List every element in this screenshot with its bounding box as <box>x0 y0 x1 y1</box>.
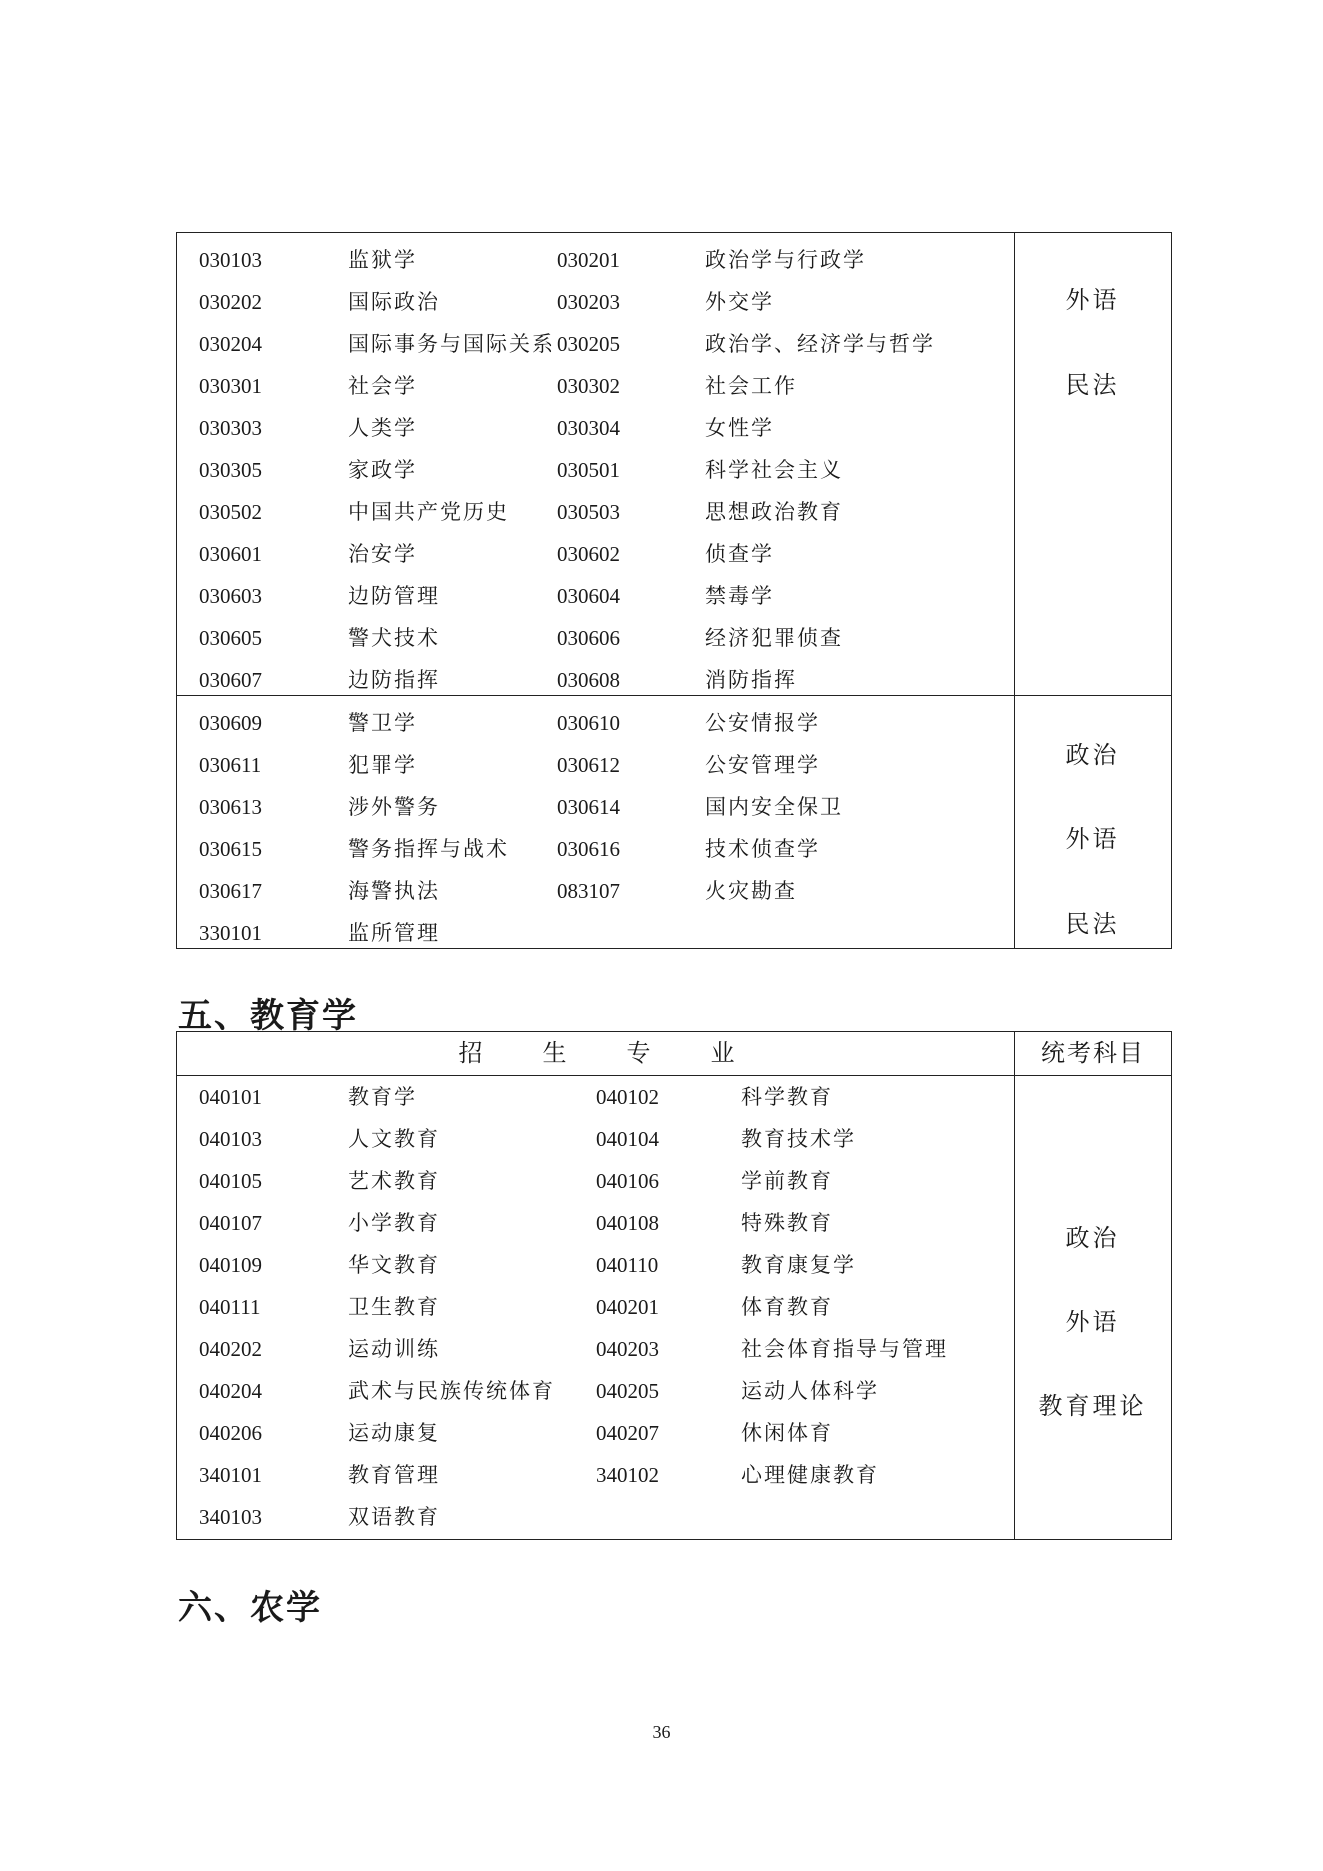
major-code: 040207 <box>596 1421 659 1445</box>
major-code: 040203 <box>596 1337 659 1361</box>
table-row <box>177 239 1016 281</box>
table-row <box>177 1286 1016 1328</box>
major-code: 040102 <box>596 1085 659 1109</box>
subject-label: 民法 <box>1065 910 1120 938</box>
major-code: 040110 <box>596 1253 659 1277</box>
subject-label: 外语 <box>1065 825 1120 853</box>
subject-label: 民法 <box>1065 371 1120 399</box>
major-code: 040205 <box>596 1379 659 1403</box>
major-name: 外交学 <box>705 290 774 314</box>
table-row <box>177 575 1016 617</box>
major-code: 040106 <box>596 1169 659 1193</box>
major-name: 公安管理学 <box>705 753 820 777</box>
major-name: 监所管理 <box>348 921 440 945</box>
page-number: 36 <box>652 1722 671 1742</box>
major-code: 340103 <box>199 1505 262 1529</box>
table-row <box>177 1244 1016 1286</box>
major-name: 边防指挥 <box>348 668 440 692</box>
major-name: 经济犯罪侦查 <box>705 626 843 650</box>
table-row <box>177 786 1016 828</box>
table-row <box>177 659 1016 701</box>
major-name: 火灾勘查 <box>705 879 797 903</box>
major-name: 教育康复学 <box>741 1253 856 1277</box>
major-code: 030304 <box>557 416 620 440</box>
major-code: 040104 <box>596 1127 659 1151</box>
major-code: 030615 <box>199 837 262 861</box>
major-name: 禁毒学 <box>705 584 774 608</box>
major-name: 运动康复 <box>348 1421 440 1445</box>
major-code: 083107 <box>557 879 620 903</box>
table-row <box>177 912 1016 954</box>
major-code: 030612 <box>557 753 620 777</box>
education-majors-table <box>176 1031 1172 1540</box>
major-name: 人文教育 <box>348 1127 440 1151</box>
subject-label: 政治 <box>1065 741 1120 769</box>
major-code: 040201 <box>596 1295 659 1319</box>
major-name: 技术侦查学 <box>705 837 820 861</box>
table-row <box>177 365 1016 407</box>
major-name: 艺术教育 <box>348 1169 440 1193</box>
major-code: 030617 <box>199 879 262 903</box>
table-row <box>177 1328 1016 1370</box>
table-row <box>177 407 1016 449</box>
major-name: 运动训练 <box>348 1337 440 1361</box>
table-row <box>177 323 1016 365</box>
major-code: 340101 <box>199 1463 262 1487</box>
header-char: 业 <box>710 1039 735 1067</box>
major-code: 030303 <box>199 416 262 440</box>
major-code: 340102 <box>596 1463 659 1487</box>
table-row <box>177 281 1016 323</box>
education-subjects <box>1014 1076 1171 1539</box>
major-code: 040108 <box>596 1211 659 1235</box>
major-name: 监狱学 <box>348 248 417 272</box>
block-2-subjects <box>1014 696 1171 948</box>
major-code: 030608 <box>557 668 620 692</box>
table-row <box>177 1202 1016 1244</box>
major-code: 030201 <box>557 248 620 272</box>
major-name: 教育管理 <box>348 1463 440 1487</box>
block-1-subjects <box>1014 233 1171 695</box>
major-name: 小学教育 <box>348 1211 440 1235</box>
section-title-education: 五、教育学 <box>178 996 358 1036</box>
major-name: 特殊教育 <box>741 1211 833 1235</box>
major-name: 涉外警务 <box>348 795 440 819</box>
major-code: 030614 <box>557 795 620 819</box>
major-name: 国内安全保卫 <box>705 795 843 819</box>
major-name: 中国共产党历史 <box>348 500 509 524</box>
major-code: 040204 <box>199 1379 262 1403</box>
major-name: 心理健康教育 <box>741 1463 879 1487</box>
subject-label: 外语 <box>1065 1308 1120 1336</box>
table-row <box>177 702 1016 744</box>
major-code: 030609 <box>199 711 262 735</box>
major-name: 武术与民族传统体育 <box>348 1379 555 1403</box>
major-name: 警务指挥与战术 <box>348 837 509 861</box>
subject-label: 政治 <box>1065 1224 1120 1252</box>
table-row <box>177 744 1016 786</box>
major-code: 030613 <box>199 795 262 819</box>
table-row <box>177 1076 1016 1118</box>
major-name: 国际事务与国际关系 <box>348 332 555 356</box>
major-code: 040107 <box>199 1211 262 1235</box>
table-row <box>177 1454 1016 1496</box>
table-block-education <box>177 1076 1171 1539</box>
header-char: 招 <box>458 1039 483 1067</box>
major-code: 030203 <box>557 290 620 314</box>
major-code: 030602 <box>557 542 620 566</box>
major-name: 学前教育 <box>741 1169 833 1193</box>
major-code: 040206 <box>199 1421 262 1445</box>
major-name: 公安情报学 <box>705 711 820 735</box>
major-name: 治安学 <box>348 542 417 566</box>
major-name: 女性学 <box>705 416 774 440</box>
major-name: 家政学 <box>348 458 417 482</box>
major-code: 030601 <box>199 542 262 566</box>
major-name: 休闲体育 <box>741 1421 833 1445</box>
table-row <box>177 870 1016 912</box>
table-row <box>177 449 1016 491</box>
subject-label: 外语 <box>1065 286 1120 314</box>
major-name: 消防指挥 <box>705 668 797 692</box>
table-row <box>177 1412 1016 1454</box>
major-name: 卫生教育 <box>348 1295 440 1319</box>
major-code: 330101 <box>199 921 262 945</box>
header-subjects: 统考科目 <box>1014 1032 1171 1075</box>
major-name: 双语教育 <box>348 1505 440 1529</box>
major-name: 犯罪学 <box>348 753 417 777</box>
major-code: 040101 <box>199 1085 262 1109</box>
table-row <box>177 1118 1016 1160</box>
major-code: 040111 <box>199 1295 261 1319</box>
major-name: 国际政治 <box>348 290 440 314</box>
table-header <box>177 1032 1171 1076</box>
major-name: 思想政治教育 <box>705 500 843 524</box>
major-code: 030606 <box>557 626 620 650</box>
major-code: 030103 <box>199 248 262 272</box>
major-code: 030604 <box>557 584 620 608</box>
section-title-agriculture: 六、农学 <box>178 1588 322 1628</box>
header-char: 专 <box>626 1039 651 1067</box>
major-code: 040105 <box>199 1169 262 1193</box>
major-code: 030205 <box>557 332 620 356</box>
major-name: 教育学 <box>348 1085 417 1109</box>
major-code: 030301 <box>199 374 262 398</box>
major-code: 030502 <box>199 500 262 524</box>
major-code: 040109 <box>199 1253 262 1277</box>
header-char: 生 <box>542 1039 567 1067</box>
major-code: 030607 <box>199 668 262 692</box>
major-name: 华文教育 <box>348 1253 440 1277</box>
major-name: 警犬技术 <box>348 626 440 650</box>
major-code: 030302 <box>557 374 620 398</box>
major-name: 侦查学 <box>705 542 774 566</box>
major-code: 030503 <box>557 500 620 524</box>
major-code: 030202 <box>199 290 262 314</box>
major-name: 体育教育 <box>741 1295 833 1319</box>
table-row <box>177 1160 1016 1202</box>
majors-table-top <box>176 232 1172 949</box>
major-name: 政治学、经济学与哲学 <box>705 332 935 356</box>
major-name: 运动人体科学 <box>741 1379 879 1403</box>
major-code: 040103 <box>199 1127 262 1151</box>
table-row <box>177 828 1016 870</box>
subject-label: 教育理论 <box>1038 1392 1147 1420</box>
major-code: 030603 <box>199 584 262 608</box>
major-name: 教育技术学 <box>741 1127 856 1151</box>
major-name: 人类学 <box>348 416 417 440</box>
table-row <box>177 1370 1016 1412</box>
table-row <box>177 617 1016 659</box>
header-majors <box>177 1032 1016 1074</box>
major-name: 科学教育 <box>741 1085 833 1109</box>
table-row <box>177 1496 1016 1538</box>
major-code: 030204 <box>199 332 262 356</box>
major-name: 海警执法 <box>348 879 440 903</box>
major-code: 030611 <box>199 753 262 777</box>
major-name: 政治学与行政学 <box>705 248 866 272</box>
table-row <box>177 491 1016 533</box>
table-block-1 <box>177 233 1171 696</box>
major-name: 社会体育指导与管理 <box>741 1337 948 1361</box>
major-code: 030605 <box>199 626 262 650</box>
major-name: 社会学 <box>348 374 417 398</box>
major-name: 边防管理 <box>348 584 440 608</box>
major-code: 030610 <box>557 711 620 735</box>
major-code: 030616 <box>557 837 620 861</box>
major-code: 030305 <box>199 458 262 482</box>
major-name: 警卫学 <box>348 711 417 735</box>
major-code: 030501 <box>557 458 620 482</box>
major-code: 040202 <box>199 1337 262 1361</box>
major-name: 社会工作 <box>705 374 797 398</box>
table-block-2 <box>177 696 1171 948</box>
major-name: 科学社会主义 <box>705 458 843 482</box>
table-row <box>177 533 1016 575</box>
